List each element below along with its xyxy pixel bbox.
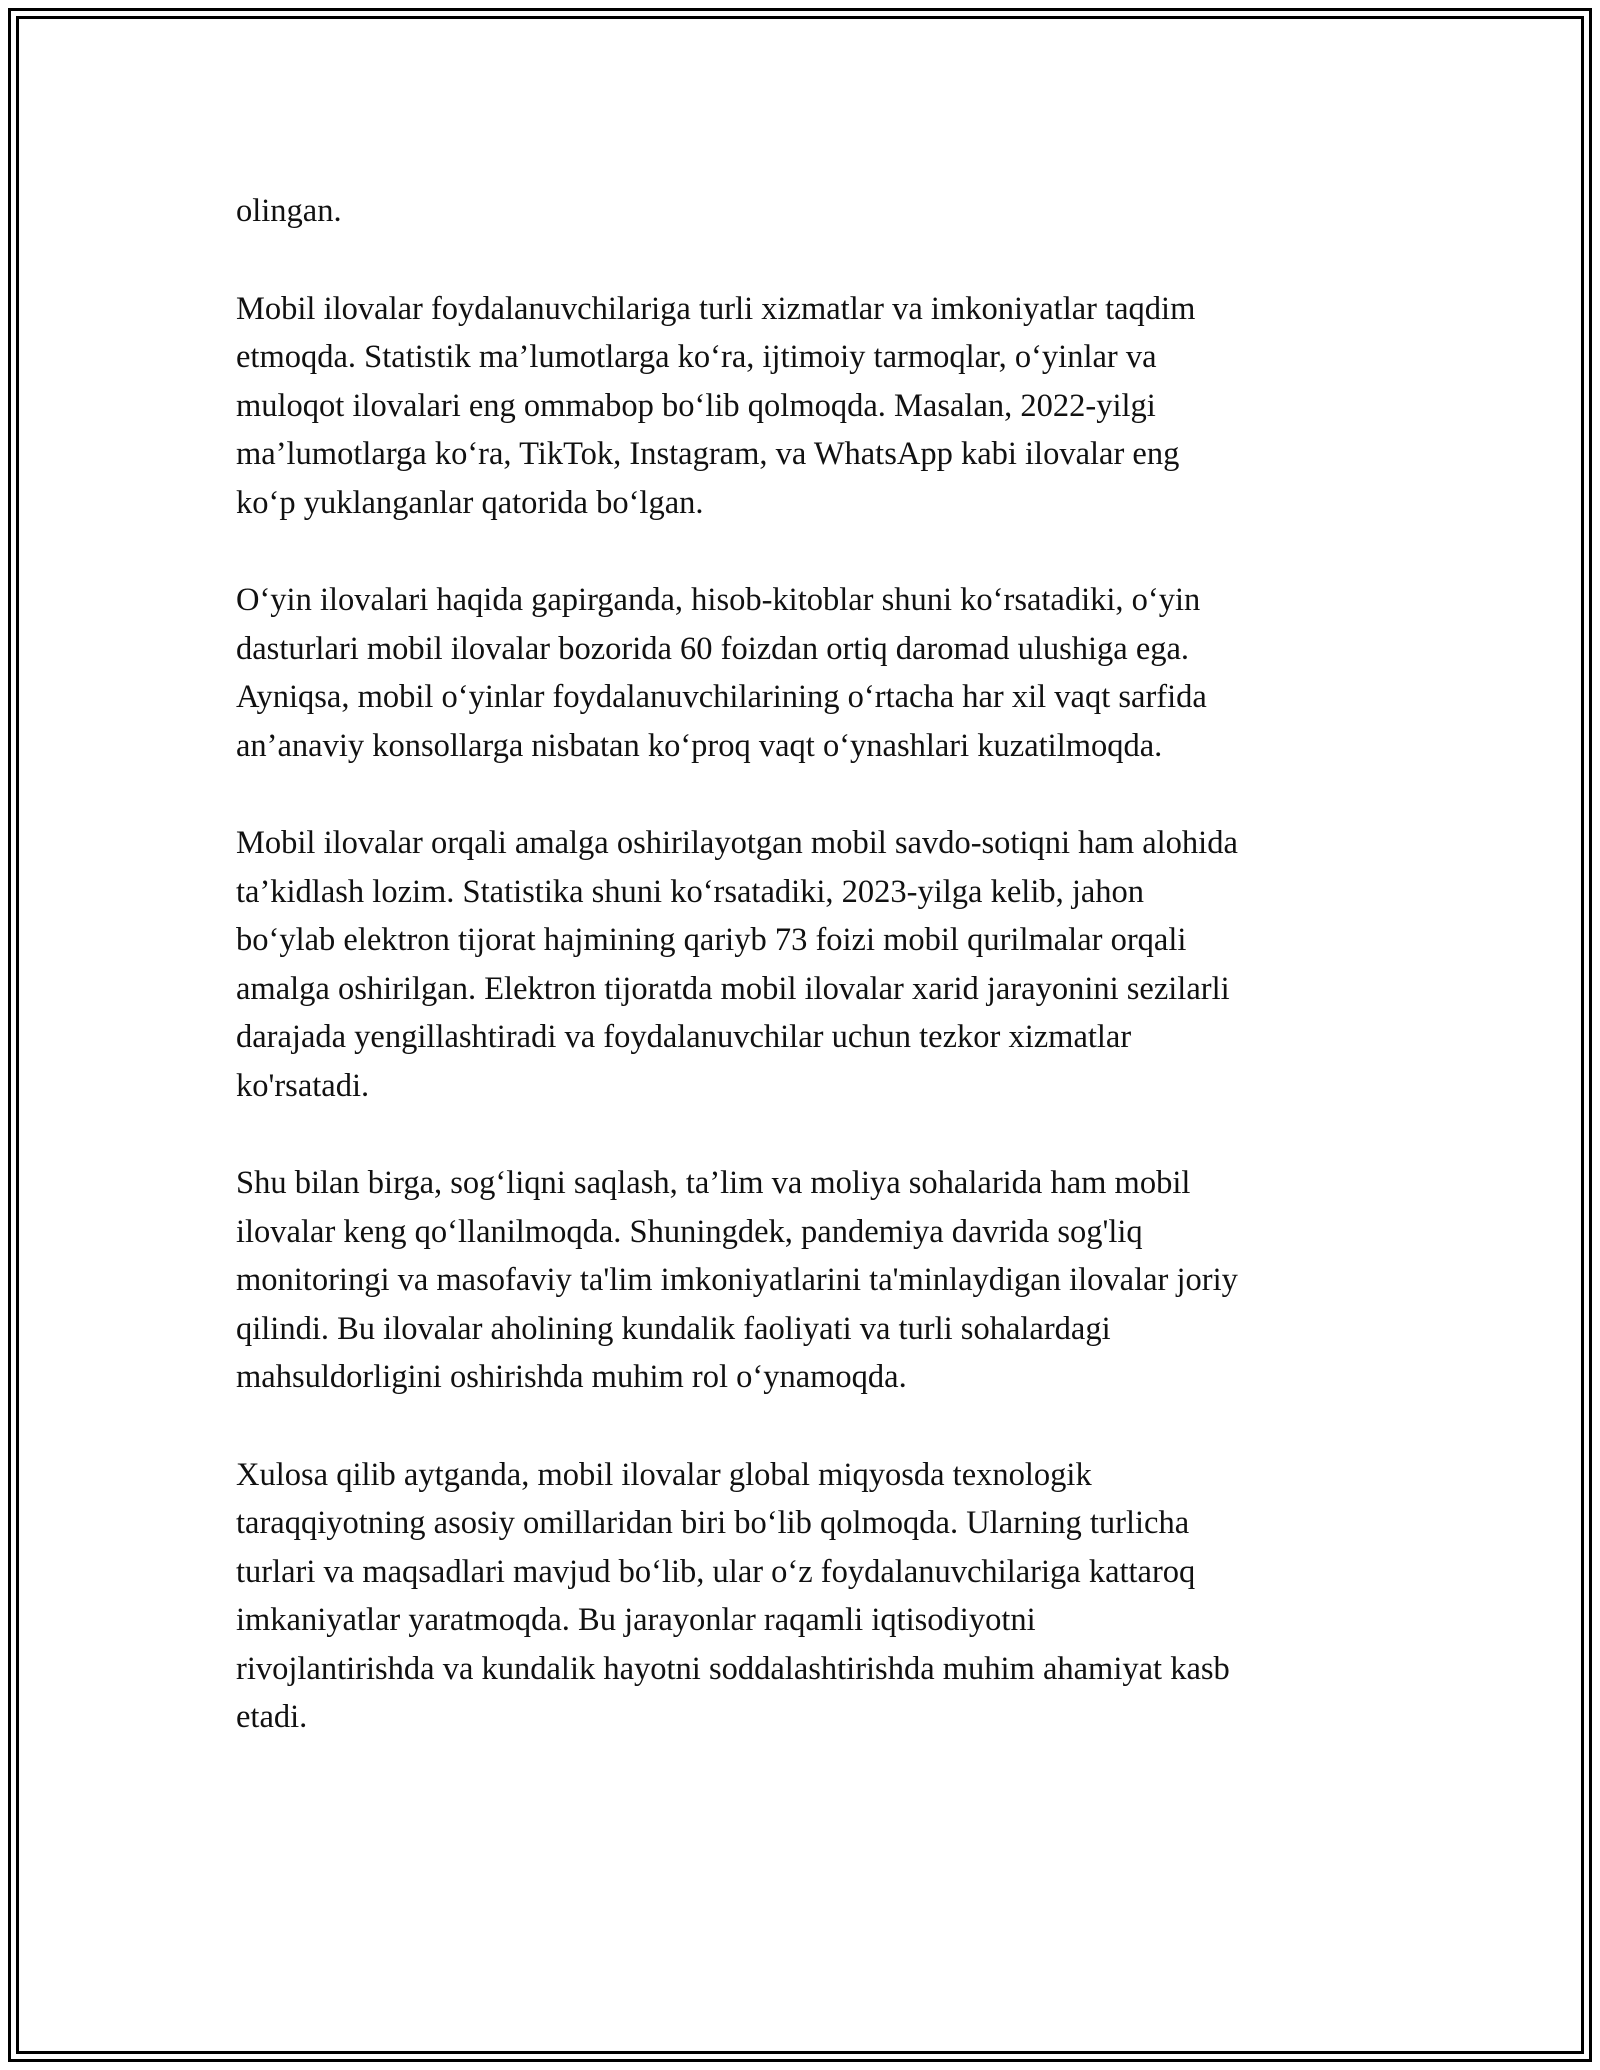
paragraph-line: etadi. xyxy=(236,1699,308,1735)
paragraph-line: ma’lumotlarga ko‘ra, TikTok, Instagram, va WhatsApp kabi ilovalar eng xyxy=(236,436,1180,472)
paragraph-line: darajada yengillashtiradi va foydalanuvchilar uchun tezkor xizmatlar xyxy=(236,1019,1132,1055)
paragraph-line: Xulosa qilib aytganda, mobil ilovalar global miqyosda texnologik xyxy=(236,1456,1092,1493)
paragraph-line: qilindi. Bu ilovalar aholining kundalik faoliyati va turli sohalardagi xyxy=(236,1310,1111,1347)
paragraph-line: turlari va maqsadlari mavjud bo‘lib, ular o‘z foydalanuvchilariga kattaroq xyxy=(236,1553,1196,1590)
paragraph-line: monitoringi va masofaviy ta'lim imkoniyatlarini ta'minlaydigan ilovalar joriy xyxy=(236,1262,1238,1298)
paragraph-line: ko'rsatadi. xyxy=(236,1067,370,1104)
paragraph-3 xyxy=(236,576,1376,770)
paragraph-line: rivojlantirishda va kundalik hayotni soddalashtirishda muhim ahamiyat kasb xyxy=(236,1650,1230,1687)
paragraph-line: bo‘ylab elektron tijorat hajmining qariyb 73 foizi mobil qurilmalar orqali xyxy=(236,922,1187,958)
paragraph-line: amalga oshirilgan. Elektron tijoratda mobil ilovalar xarid jarayonini sezilarli xyxy=(236,970,1230,1007)
paragraph-line: dasturlari mobil ilovalar bozorida 60 foizdan ortiq daromad ulushiga ega. xyxy=(236,630,1190,667)
paragraph-line: ilovalar keng qo‘llanilmoqda. Shuningdek, pandemiya davrida sog'liq xyxy=(236,1213,1143,1250)
document-body xyxy=(236,187,1376,1791)
paragraph-6 xyxy=(236,1451,1376,1742)
paragraph-5 xyxy=(236,1159,1376,1402)
paragraph-line: ta’kidlash lozim. Statistika shuni ko‘rsatadiki, 2023-yilga kelib, jahon xyxy=(236,873,1145,910)
paragraph-line: etmoqda. Statistik ma’lumotlarga ko‘ra, ijtimoiy tarmoqlar, o‘yinlar va xyxy=(236,339,1157,375)
paragraph-line: an’anaviy konsollarga nisbatan ko‘proq vaqt o‘ynashlari kuzatilmoqda. xyxy=(236,727,1163,764)
paragraph-line: Ayniqsa, mobil o‘yinlar foydalanuvchilarining o‘rtacha har xil vaqt sarfida xyxy=(236,679,1207,715)
paragraph-line: mahsuldorligini oshirishda muhim rol o‘ynamoqda. xyxy=(236,1359,907,1395)
paragraph-line: imkaniyatlar yaratmoqda. Bu jarayonlar raqamli iqtisodiyotni xyxy=(236,1602,1036,1638)
paragraph-line: Mobil ilovalar orqali amalga oshirilayotgan mobil savdo-sotiqni ham alohida xyxy=(236,825,1238,861)
paragraph-line: ko‘p yuklanganlar qatorida bo‘lgan. xyxy=(236,484,704,521)
paragraph-line: olingan. xyxy=(236,193,342,229)
paragraph-line: Mobil ilovalar foydalanuvchilariga turli xizmatlar va imkoniyatlar taqdim xyxy=(236,290,1196,327)
paragraph-4 xyxy=(236,819,1376,1110)
paragraph-line: muloqot ilovalari eng ommabop bo‘lib qolmoqda. Masalan, 2022-yilgi xyxy=(236,387,1156,424)
paragraph-2 xyxy=(236,285,1376,528)
paragraph-1 xyxy=(236,187,1376,236)
paragraph-line: taraqqiyotning asosiy omillaridan biri bo‘lib qolmoqda. Ularning turlicha xyxy=(236,1505,1190,1541)
paragraph-line: Shu bilan birga, sog‘liqni saqlash, ta’lim va moliya sohalarida ham mobil xyxy=(236,1165,1191,1201)
paragraph-line: O‘yin ilovalari haqida gapirganda, hisob-kitoblar shuni ko‘rsatadiki, o‘yin xyxy=(236,582,1201,618)
